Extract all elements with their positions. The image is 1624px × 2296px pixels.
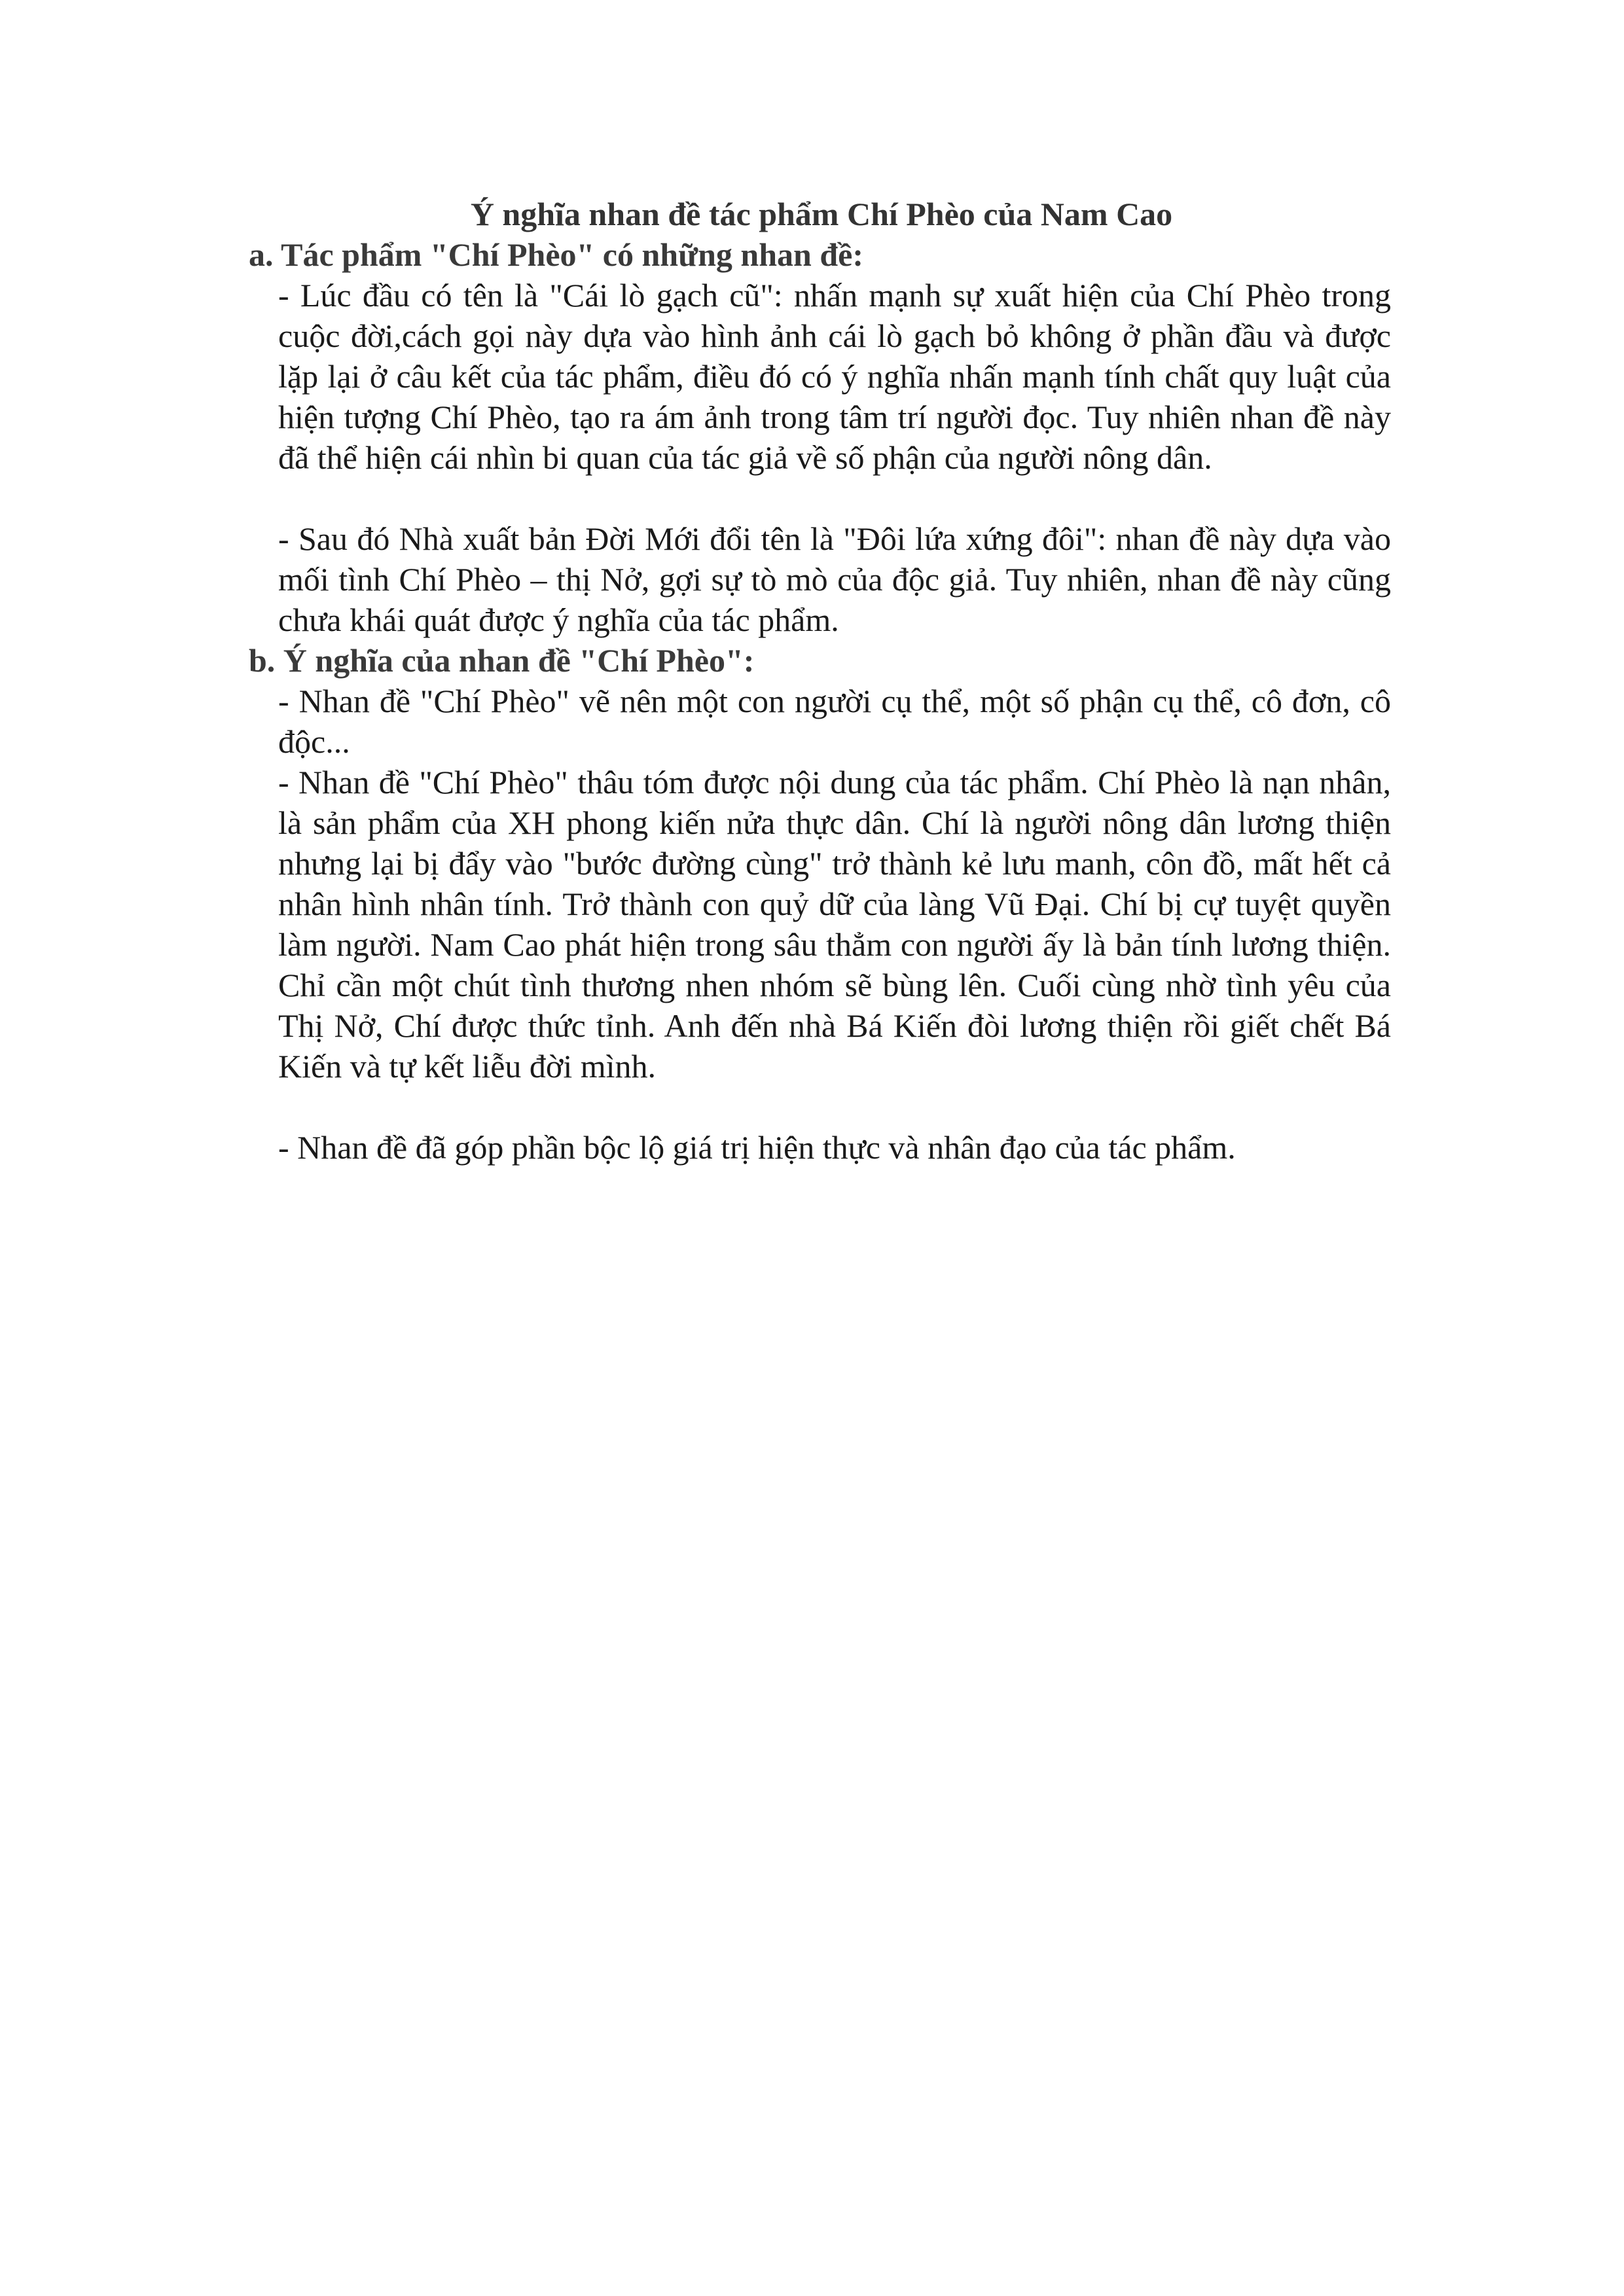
section-b-heading: b. Ý nghĩa của nhan đề "Chí Phèo": (249, 642, 755, 679)
document-title: Ý nghĩa nhan đề tác phẩm Chí Phèo của Nam Cao (470, 196, 1173, 232)
section-b-paragraph-1: - Nhan đề "Chí Phèo" vẽ nên một con người cụ thể, một số phận cụ thể, cô đơn, cô độc... (278, 683, 1391, 760)
section-a-heading: a. Tác phẩm "Chí Phèo" có những nhan đề: (249, 236, 863, 273)
section-b-paragraph-2: - Nhan đề "Chí Phèo" thâu tóm được nội dung của tác phẩm. Chí Phèo là nạn nhân, là sản phẩm của XH phong kiến nửa thực dân. Chí là người nông dân lương thiện nhưng lại bị đẩy vào "bước đường cùng" trở thành kẻ lưu manh, côn đồ, mất hết cả nhân hình nhân tính. Trở thành con quỷ dữ của làng Vũ Đại. Chí bị cự tuyệt quyền làm người. Nam Cao phát hiện trong sâu thẳm con người ấy là bản tính lương thiện. Chỉ cần một chút tình thương nhen nhóm sẽ bùng lên. Cuối cùng nhờ tình yêu của Thị Nở, Chí được thức tỉnh. Anh đến nhà Bá Kiến đòi lương thiện rồi giết chết Bá Kiến và tự kết liễu đời mình. (278, 764, 1391, 1085)
section-a-paragraph-2: - Sau đó Nhà xuất bản Đời Mới đổi tên là "Đôi lứa xứng đôi": nhan đề này dựa vào mối tình Chí Phèo – thị Nở, gợi sự tò mò của độc giả. Tuy nhiên, nhan đề này cũng chưa khái quát được ý nghĩa của tác phẩm. (278, 520, 1391, 638)
section-a-paragraph-1: - Lúc đầu có tên là "Cái lò gạch cũ": nhấn mạnh sự xuất hiện của Chí Phèo trong cuộc đời,cách gọi này dựa vào hình ảnh cái lò gạch bỏ không ở phần đầu và được lặp lại ở câu kết của tác phẩm, điều đó có ý nghĩa nhấn mạnh tính chất quy luật của hiện tượng Chí Phèo, tạo ra ám ảnh trong tâm trí người đọc. Tuy nhiên nhan đề này đã thể hiện cái nhìn bi quan của tác giả về số phận của người nông dân. (278, 277, 1391, 476)
section-b-paragraph-3: - Nhan đề đã góp phần bộc lộ giá trị hiện thực và nhân đạo của tác phẩm. (278, 1129, 1236, 1166)
